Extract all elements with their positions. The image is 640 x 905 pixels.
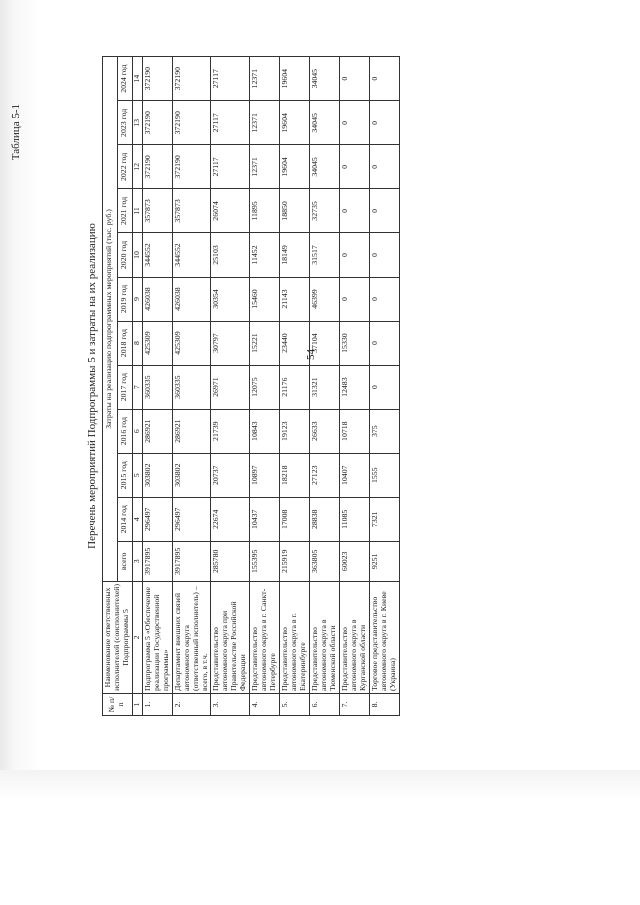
column-index: 11 [132, 189, 142, 233]
header-year: 2022 год [117, 145, 132, 189]
row-number: 7. [339, 693, 369, 715]
cost-year: 19604 [280, 101, 310, 145]
cost-year: 426038 [172, 277, 211, 321]
cost-total: 3917895 [142, 541, 172, 581]
header-year: 2019 год [117, 277, 132, 321]
executor-name: Представительство автономного округа в г. Екатеринбурге [280, 581, 310, 693]
column-index: 14 [132, 57, 142, 101]
header-year: 2024 год [117, 57, 132, 101]
cost-total: 9251 [369, 541, 399, 581]
cost-year: 27117 [211, 101, 250, 145]
header-name: Наименование ответственных исполнителей (соисполнителей) Подпрограммы 5 [103, 581, 133, 693]
cost-year: 31321 [310, 365, 340, 409]
document-title: Перечень мероприятий Подпрограммы 5 и затраты на их реализацию [86, 223, 98, 549]
row-number: 8. [369, 693, 399, 715]
cost-year: 12483 [339, 365, 369, 409]
cost-year: 34045 [310, 101, 340, 145]
executor-name: Представительство автономного округа при Правительстве Российской Федерации [211, 581, 250, 693]
cost-total: 363805 [310, 541, 340, 581]
cost-year: 10437 [250, 497, 280, 541]
cost-year: 0 [369, 321, 399, 365]
cost-year: 357873 [172, 189, 211, 233]
cost-year: 0 [339, 145, 369, 189]
column-index: 9 [132, 277, 142, 321]
cost-year: 37104 [310, 321, 340, 365]
cost-year: 18149 [280, 233, 310, 277]
cost-year: 372190 [172, 57, 211, 101]
row-number: 5. [280, 693, 310, 715]
header-year: 2020 год [117, 233, 132, 277]
cost-year: 0 [339, 57, 369, 101]
cost-year: 26971 [211, 365, 250, 409]
cost-year: 372190 [142, 145, 172, 189]
executor-name: Подпрограмма 5 «Обеспечение реализации Государственной программы» [142, 581, 172, 693]
cost-year: 426038 [142, 277, 172, 321]
cost-year: 19604 [280, 145, 310, 189]
cost-year: 360335 [142, 365, 172, 409]
cost-year: 17008 [280, 497, 310, 541]
column-index: 7 [132, 365, 142, 409]
cost-year: 26633 [310, 409, 340, 453]
table-row [310, 57, 340, 716]
column-index: 8 [132, 321, 142, 365]
cost-year: 18850 [280, 189, 310, 233]
cost-year: 26074 [211, 189, 250, 233]
costs-table [102, 56, 400, 716]
cost-year: 0 [339, 189, 369, 233]
column-index: 6 [132, 409, 142, 453]
cost-year: 18218 [280, 453, 310, 497]
cost-year: 20737 [211, 453, 250, 497]
cost-year: 286921 [172, 409, 211, 453]
column-index: 12 [132, 145, 142, 189]
cost-total: 285780 [211, 541, 250, 581]
cost-year: 19604 [280, 57, 310, 101]
column-index: 1 [132, 693, 142, 715]
cost-year: 10718 [339, 409, 369, 453]
cost-year: 344552 [172, 233, 211, 277]
cost-year: 34045 [310, 145, 340, 189]
cost-year: 10407 [339, 453, 369, 497]
header-num: № п/п [103, 693, 133, 715]
cost-year: 344552 [142, 233, 172, 277]
cost-year: 0 [369, 365, 399, 409]
cost-total: 3917895 [172, 541, 211, 581]
cost-total: 215919 [280, 541, 310, 581]
cost-year: 1555 [369, 453, 399, 497]
cost-total: 60023 [339, 541, 369, 581]
header-year: 2023 год [117, 101, 132, 145]
column-index-row [132, 57, 142, 716]
header-year: 2016 год [117, 409, 132, 453]
header-total: всего [117, 541, 132, 581]
cost-year: 10897 [250, 453, 280, 497]
column-index: 3 [132, 541, 142, 581]
cost-year: 372190 [142, 57, 172, 101]
table-row [250, 57, 280, 716]
cost-year: 31517 [310, 233, 340, 277]
cost-year: 0 [369, 145, 399, 189]
column-index: 5 [132, 453, 142, 497]
executor-name: Торговое представительство автономного округа в г. Киеве (Украина) [369, 581, 399, 693]
cost-year: 425309 [142, 321, 172, 365]
row-number: 4. [250, 693, 280, 715]
cost-year: 296497 [142, 497, 172, 541]
cost-year: 27117 [211, 57, 250, 101]
executor-name: Представительство автономного округа в Тюменской области [310, 581, 340, 693]
header-year: 2017 год [117, 365, 132, 409]
cost-year: 0 [339, 277, 369, 321]
column-index: 10 [132, 233, 142, 277]
header-year: 2015 год [117, 453, 132, 497]
page-shadow-bottom [0, 770, 640, 905]
cost-year: 303802 [142, 453, 172, 497]
header-year: 2014 год [117, 497, 132, 541]
cost-year: 372190 [142, 101, 172, 145]
column-index: 4 [132, 497, 142, 541]
cost-year: 303802 [172, 453, 211, 497]
cost-year: 286921 [142, 409, 172, 453]
cost-year: 27123 [310, 453, 340, 497]
cost-year: 0 [369, 189, 399, 233]
page-number: 54 [305, 349, 317, 360]
cost-year: 27117 [211, 145, 250, 189]
cost-year: 0 [339, 101, 369, 145]
cost-year: 11085 [339, 497, 369, 541]
row-number: 1. [142, 693, 172, 715]
cost-year: 360335 [172, 365, 211, 409]
cost-year: 34045 [310, 57, 340, 101]
cost-year: 11895 [250, 189, 280, 233]
table-label: Таблица 5-1 [10, 104, 22, 161]
cost-year: 21143 [280, 277, 310, 321]
cost-year: 10843 [250, 409, 280, 453]
column-index: 13 [132, 101, 142, 145]
cost-year: 15460 [250, 277, 280, 321]
cost-year: 12371 [250, 101, 280, 145]
cost-year: 0 [339, 233, 369, 277]
cost-year: 0 [369, 57, 399, 101]
table-row [369, 57, 399, 716]
cost-year: 0 [369, 233, 399, 277]
cost-year: 0 [369, 277, 399, 321]
cost-year: 0 [369, 101, 399, 145]
executor-name: Представительство автономного округа в Курганской области [339, 581, 369, 693]
cost-year: 28838 [310, 497, 340, 541]
cost-year: 296497 [172, 497, 211, 541]
cost-year: 46399 [310, 277, 340, 321]
cost-year: 375 [369, 409, 399, 453]
rotated-page-content [10, 56, 550, 716]
table-row [280, 57, 310, 716]
cost-year: 357873 [142, 189, 172, 233]
row-number: 2. [172, 693, 211, 715]
cost-year: 12371 [250, 57, 280, 101]
cost-year: 32735 [310, 189, 340, 233]
cost-total: 155395 [250, 541, 280, 581]
cost-year: 15330 [339, 321, 369, 365]
cost-year: 25103 [211, 233, 250, 277]
cost-year: 30797 [211, 321, 250, 365]
row-number: 6. [310, 693, 340, 715]
cost-year: 12075 [250, 365, 280, 409]
header-costs-group: Затраты на реализацию подпрограммных мероприятий (тыс. руб.) [103, 57, 118, 582]
cost-year: 23440 [280, 321, 310, 365]
cost-year: 19123 [280, 409, 310, 453]
column-index: 2 [132, 581, 142, 693]
table-row [172, 57, 211, 716]
header-year: 2018 год [117, 321, 132, 365]
cost-year: 30354 [211, 277, 250, 321]
executor-name: Представительство автономного округа в г. Санкт-Петербурге [250, 581, 280, 693]
cost-year: 7321 [369, 497, 399, 541]
executor-name: Департамент внешних связей автономного округа (ответственный исполнитель) – всего, в т.ч. [172, 581, 211, 693]
cost-year: 22674 [211, 497, 250, 541]
cost-year: 21176 [280, 365, 310, 409]
cost-year: 372190 [172, 145, 211, 189]
table-row [211, 57, 250, 716]
header-year: 2021 год [117, 189, 132, 233]
row-number: 3. [211, 693, 250, 715]
cost-year: 21739 [211, 409, 250, 453]
cost-year: 425309 [172, 321, 211, 365]
cost-year: 11452 [250, 233, 280, 277]
cost-year: 15221 [250, 321, 280, 365]
cost-year: 372190 [172, 101, 211, 145]
cost-year: 12371 [250, 145, 280, 189]
table-row [142, 57, 172, 716]
table-row [339, 57, 369, 716]
